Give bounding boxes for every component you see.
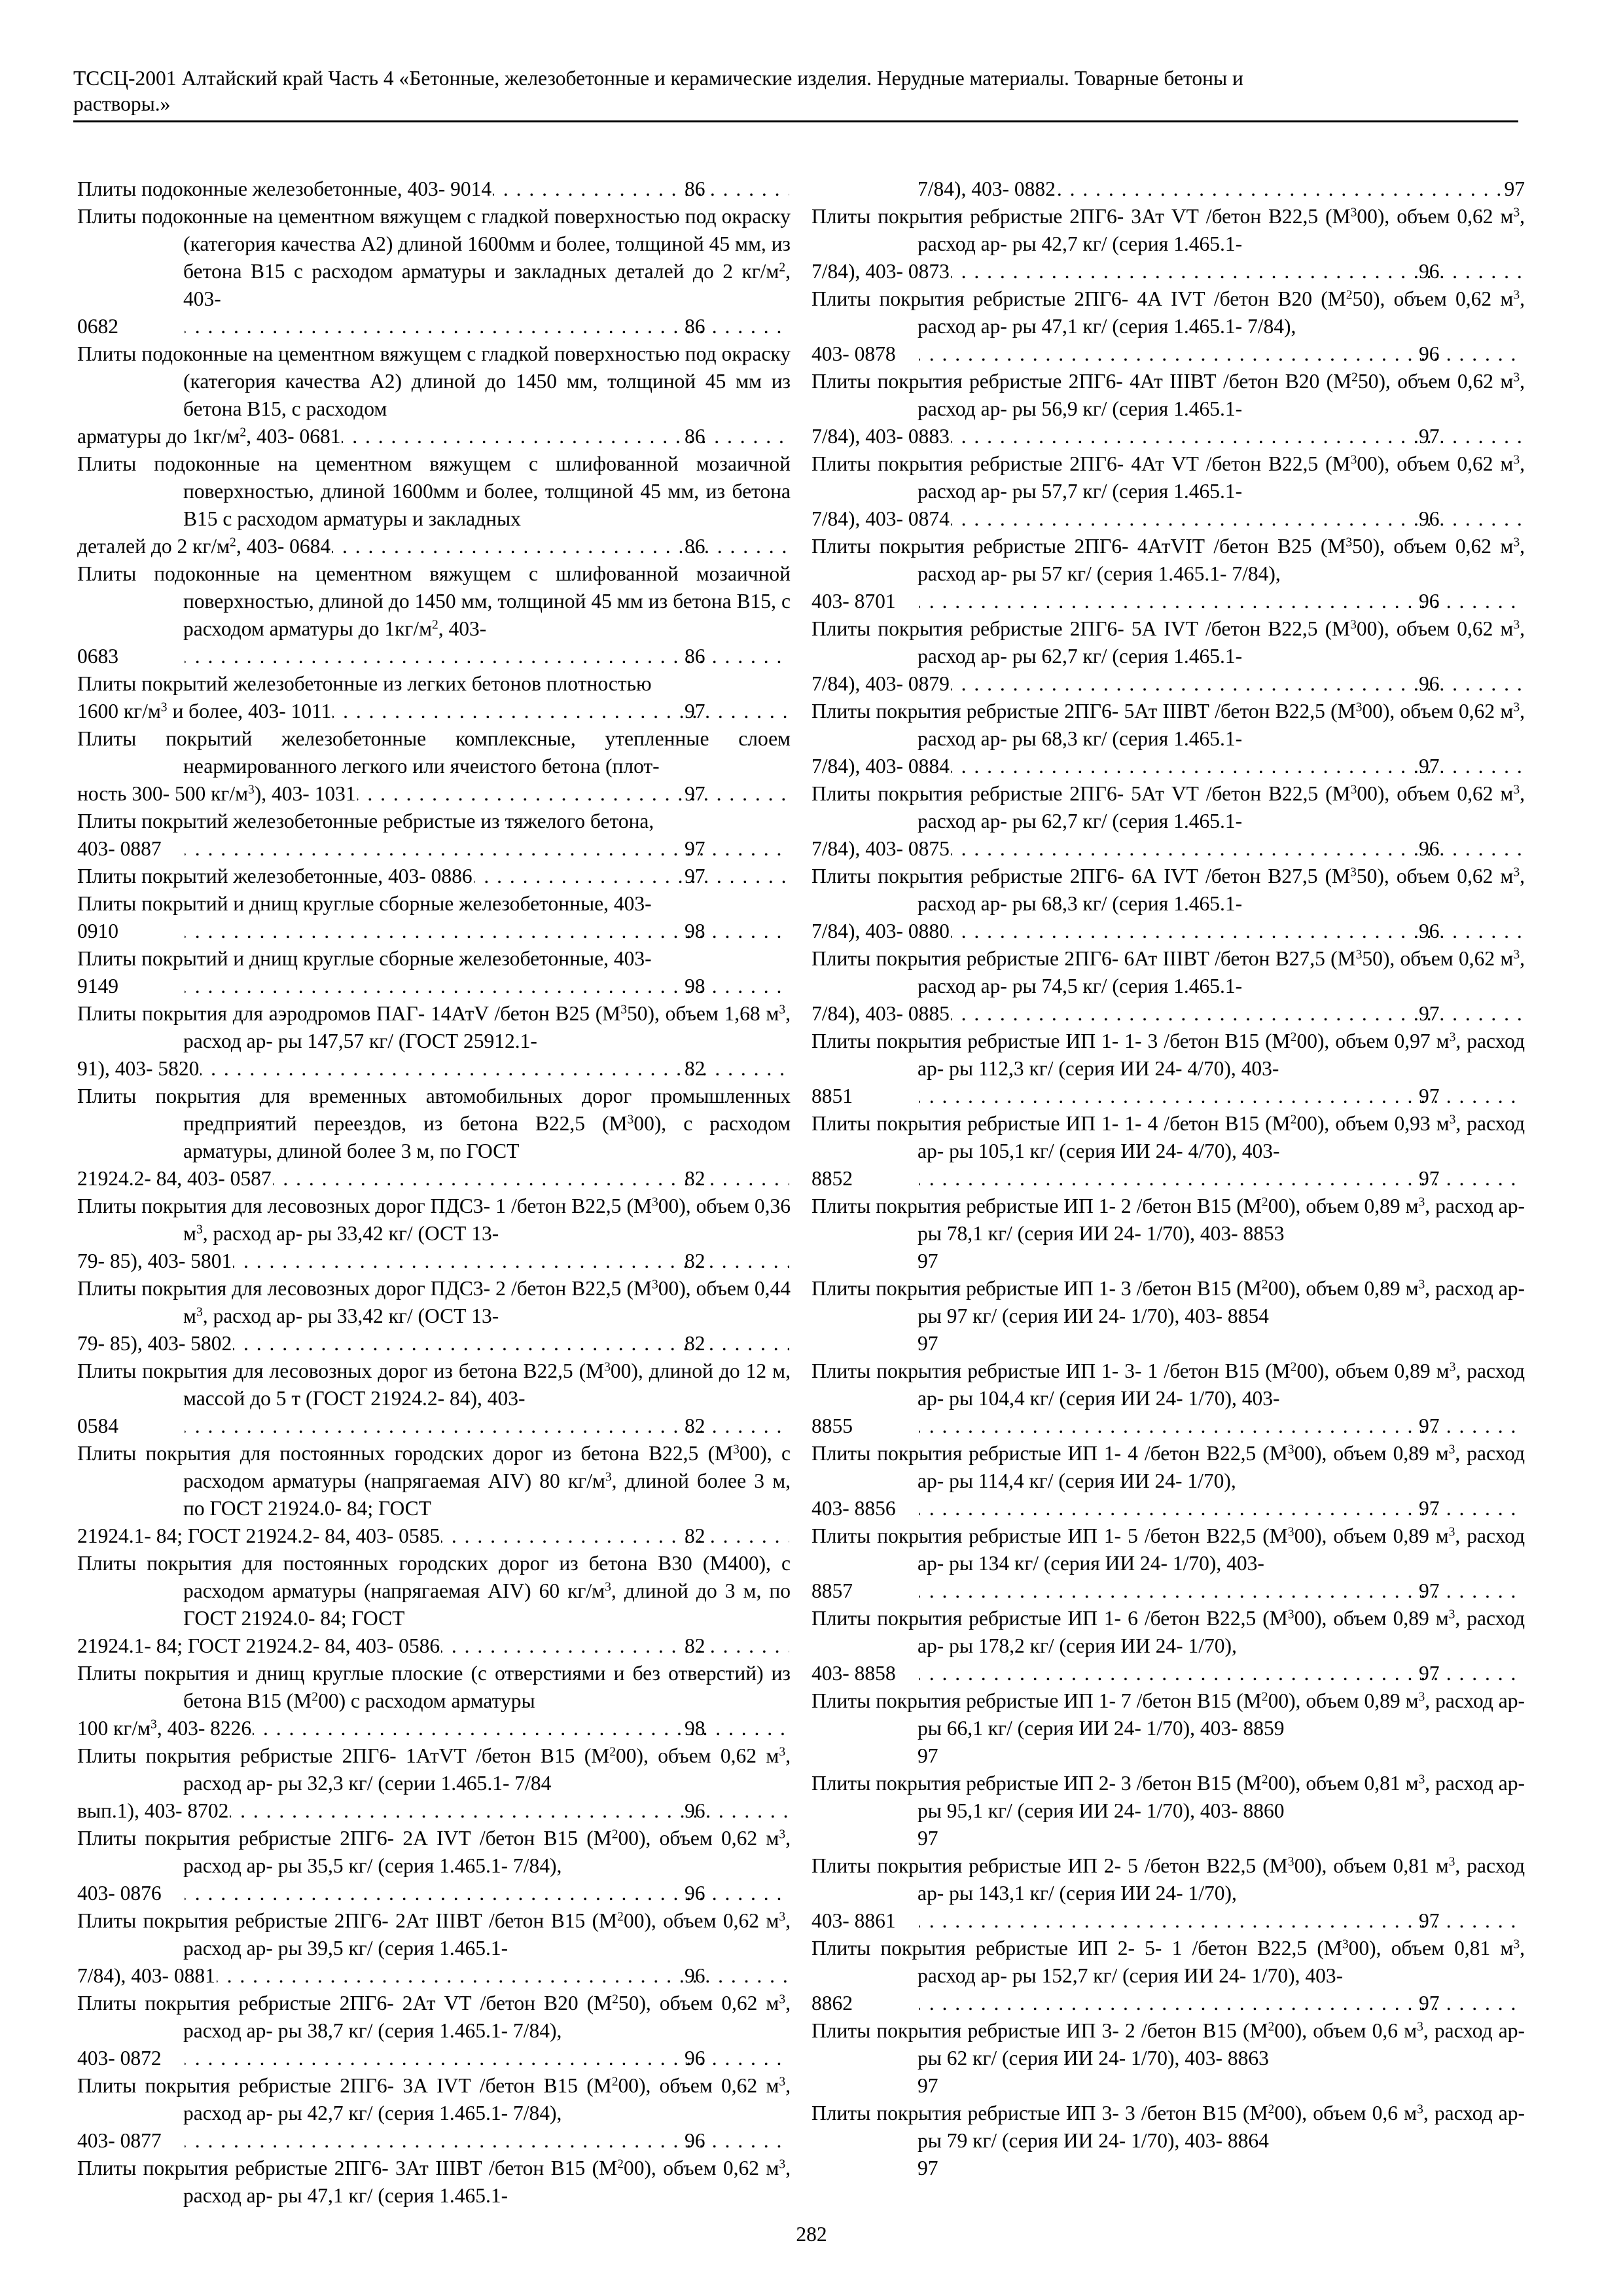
index-entry: Плиты покрытия ребристые 2ПГ6- 2А IVТ /бетон В15 $(М^200)$, объем 0,62 $м^3$, расход ар- ры 35,5 кг/ (серия 1.465.1- 7/84), 403- 0876 . . . 96 xyxy=(77,1825,791,1907)
index-entry: Плиты подоконные на цементном вяжущем с гладкой поверхностью под окраску (категория качества А2) длиной до 1450 мм, толщиной 45 мм из бетона В15, с расходом арматуры до $1кг/м^2$, 403- 0681 . . . 86 xyxy=(77,340,791,450)
index-entry: Плиты покрытия и днищ круглые плоские (с отверстиями и без отверстий) из бетона В15 $(М^200)$ с расходом арматуры 100 $кг/м^3$, 403- 8226 . . . 98 xyxy=(77,1660,791,1742)
index-entry: Плиты покрытия ребристые ИП 2- 5 /бетон В22,5 $(М^300)$, объем 0,81 $м^3$, расход ар- ры 143,1 кг/ (серия ИИ 24- 1/70), 403- 8861 . . . 97 xyxy=(812,1852,1525,1935)
page-ref: 97 xyxy=(918,1827,938,1850)
index-entry: Плиты покрытий и днищ круглые сборные железобетонные, 403- 0910 . . . 98 xyxy=(77,890,791,945)
index-entry: Плиты покрытия ребристые 2ПГ6- 4Ат VТ /бетон В22,5 $(М^300)$, объем 0,62 $м^3$, расход ар- ры 57,7 кг/ (серия 1.465.1- 7/84), 403- 0874 . . . 96 xyxy=(812,450,1525,533)
page-ref: 97 xyxy=(918,2157,938,2179)
page-ref: 97 xyxy=(918,2074,938,2097)
index-entry: Плиты покрытия ребристые 2ПГ6- 5Ат VТ /бетон В22,5 $(М^300)$, объем 0,62 $м^3$, расход ар- ры 62,7 кг/ (серия 1.465.1- 7/84), 403- 0875 . . . 96 xyxy=(812,780,1525,863)
header-line-1: ТССЦ-2001 Алтайский край Часть 4 «Бетонные, железобетонные и керамические изделия. Нерудные материалы. Товарные бетоны и xyxy=(73,67,1243,90)
index-entry: Плиты подоконные на цементном вяжущем с гладкой поверхностью под окраску (категория качества А2) длиной 1600мм и более, толщиной 45 мм, из бетона В15 с расходом арматуры и закладных деталей до 2 $кг/м^2$, 403- 0682 . . . 86 xyxy=(77,203,791,340)
index-entry: Плиты покрытия ребристые 2ПГ6- 4А IVТ /бетон В20 $(М^250)$, объем 0,62 $м^3$, расход ар- ры 47,1 кг/ (серия 1.465.1- 7/84), 403- 0878 . . . 96 xyxy=(812,285,1525,368)
index-entry: Плиты покрытия ребристые 2ПГ6- 1АтVТ /бетон В15 $(М^200)$, объем 0,62 $м^3$, расход ар- ры 32,3 кг/ (серии 1.465.1- 7/84 вып.1), 403- 8702 . . . 96 xyxy=(77,1742,791,1825)
index-entry: Плиты покрытий железобетонные из легких бетонов плотностью 1600 $кг/м^3$ и более, 403- 1011 . . . 97 xyxy=(77,670,791,725)
index-entry: Плиты покрытий железобетонные, 403- 0886 . . . 97 xyxy=(77,863,791,890)
page-ref: 97 xyxy=(918,1744,938,1767)
index-entry: Плиты покрытия ребристые ИП 3- 3 /бетон В15 $(М^200)$, объем 0,6 $м^3$, расход ар- ры 79 кг/ (серия ИИ 24- 1/70), 403- 8864 97 xyxy=(812,2102,1525,2179)
index-entry: Плиты покрытия ребристые ИП 1- 7 /бетон В15 $(М^200)$, объем 0,89 $м^3$, расход ар- ры 66,1 кг/ (серия ИИ 24- 1/70), 403- 8859 97 xyxy=(812,1689,1525,1767)
index-entry: Плиты подоконные на цементном вяжущем с шлифованной мозаичной поверхностью, длиной до 1450 мм, толщиной 45 мм из бетона В15, с расходом арматуры до $1кг/м^2$, 403- 0683 . . . 86 xyxy=(77,560,791,670)
index-entry: Плиты покрытий и днищ круглые сборные железобетонные, 403- 9149 . . . 98 xyxy=(77,945,791,1000)
index-entry: Плиты покрытия для лесовозных дорог ПДС3- 2 /бетон В22,5 $(М^300)$, объем 0,44 $м^3$, расход ар- ры 33,42 кг/ (ОСТ 13- 79- 85), 403- 5802 . . . 82 xyxy=(77,1275,791,1357)
index-column-right xyxy=(812,175,1525,2182)
header-divider xyxy=(73,120,1518,122)
index-column-left xyxy=(77,175,791,2210)
index-entry: Плиты подоконные на цементном вяжущем с шлифованной мозаичной поверхностью, длиной 1600мм и более, толщиной 45 мм, из бетона В15 с расходом арматуры и закладных деталей до 2 $кг/м^2$, 403- 0684 . . . 86 xyxy=(77,450,791,560)
page-number: 282 xyxy=(796,2223,827,2246)
index-entry: Плиты покрытия ребристые ИП 3- 2 /бетон В15 $(М^200)$, объем 0,6 $м^3$, расход ар- ры 62 кг/ (серия ИИ 24- 1/70), 403- 8863 97 xyxy=(812,2019,1525,2097)
index-entry: Плиты покрытий железобетонные комплексные, утепленные слоем неармированного легкого или ячеистого бетона (плот- ность 300- 500 $кг/м^3$), 403- 1031 . . . 97 xyxy=(77,725,791,808)
index-entry: Плиты покрытия ребристые 2ПГ6- 6Ат IIIВТ /бетон В27,5 $(М^350)$, объем 0,62 $м^3$, расход ар- ры 74,5 кг/ (серия 1.465.1- 7/84), 403- 0885 . . . 97 xyxy=(812,945,1525,1028)
index-entry: Плиты покрытия ребристые 2ПГ6- 2Ат VТ /бетон В20 $(М^250)$, объем 0,62 $м^3$, расход ар- ры 38,7 кг/ (серия 1.465.1- 7/84), 403- 0872 . . . 96 xyxy=(77,1990,791,2072)
index-entry: Плиты покрытия ребристые 2ПГ6- 5Ат IIIВТ /бетон В22,5 $(М^300)$, объем 0,62 $м^3$, расход ар- ры 68,3 кг/ (серия 1.465.1- 7/84), 403- 0884 . . . 97 xyxy=(812,698,1525,780)
page-header xyxy=(73,65,1518,117)
index-entry: Плиты покрытий железобетонные ребристые из тяжелого бетона, 403- 0887 . . . 97 xyxy=(77,808,791,863)
index-entry: Плиты покрытия ребристые 2ПГ6- 3Ат IIIВТ /бетон В15 $(М^200)$, объем 0,62 $м^3$, расход ар- ры 47,1 кг/ (серия 1.465.1- xyxy=(77,2157,791,2207)
index-entry: Плиты покрытия ребристые ИП 1- 6 /бетон В22,5 $(М^300)$, объем 0,89 $м^3$, расход ар- ры 178,2 кг/ (серия ИИ 24- 1/70), 403- 8858 . . . 97 xyxy=(812,1605,1525,1687)
index-entry: Плиты покрытия ребристые 2ПГ6- 4АтVIТ /бетон В25 $(М^350)$, объем 0,62 $м^3$, расход ар- ры 57 кг/ (серия 1.465.1- 7/84), 403- 8701 . . . 96 xyxy=(812,533,1525,615)
index-entry: Плиты покрытия для лесовозных дорог ПДС3- 1 /бетон В22,5 $(М^300)$, объем 0,36 $м^3$, расход ар- ры 33,42 кг/ (ОСТ 13- 79- 85), 403- 5801 . . . 82 xyxy=(77,1193,791,1275)
index-entry: 7/84), 403- 0882 . . . 97 xyxy=(812,175,1525,203)
index-entry: Плиты покрытия для лесовозных дорог из бетона В22,5 $(М^300)$, длиной до 12 м, массой до 5 т (ГОСТ 21924.2- 84), 403- 0584 . . . 82 xyxy=(77,1357,791,1440)
index-entry: Плиты покрытия ребристые ИП 1- 1- 4 /бетон В15 $(М^200)$, объем 0,93 $м^3$, расход ар- ры 105,1 кг/ (серия ИИ 24- 4/70), 403- 8852 . . . 97 xyxy=(812,1110,1525,1193)
index-entry: Плиты покрытия ребристые ИП 1- 5 /бетон В22,5 $(М^300)$, объем 0,89 $м^3$, расход ар- ры 134 кг/ (серия ИИ 24- 1/70), 403- 8857 . . . 97 xyxy=(812,1522,1525,1605)
page-ref: 97 xyxy=(918,1249,938,1272)
index-entry: Плиты покрытия ребристые 2ПГ6- 6А IVТ /бетон В27,5 $(М^350)$, объем 0,62 $м^3$, расход ар- ры 68,3 кг/ (серия 1.465.1- 7/84), 403- 0880 . . . 96 xyxy=(812,863,1525,945)
index-entry: Плиты покрытия ребристые 2ПГ6- 2Ат IIIВТ /бетон В15 $(М^200)$, объем 0,62 $м^3$, расход ар- ры 39,5 кг/ (серия 1.465.1- 7/84), 403- 0881 . . . 96 xyxy=(77,1907,791,1990)
index-entry: Плиты покрытия ребристые 2ПГ6- 3Ат VТ /бетон В22,5 $(М^300)$, объем 0,62 $м^3$, расход ар- ры 42,7 кг/ (серия 1.465.1- 7/84), 403- 0873 . . . 96 xyxy=(812,203,1525,285)
index-entry: Плиты покрытия ребристые ИП 2- 3 /бетон В15 $(М^200)$, объем 0,81 $м^3$, расход ар- ры 95,1 кг/ (серия ИИ 24- 1/70), 403- 8860 97 xyxy=(812,1772,1525,1850)
index-entry: Плиты покрытия для постоянных городских дорог из бетона В30 (М400), с расходом арматуры (напрягаемая AIV) 60 $кг/м^3$, длиной до 3 м, по ГОСТ 21924.0- 84; ГОСТ 21924.1- 84; ГОСТ 21924.2- 84, 403- 0586 . . . 82 xyxy=(77,1550,791,1660)
index-entry: Плиты покрытия ребристые 2ПГ6- 4Ат IIIВТ /бетон В20 $(М^250)$, объем 0,62 $м^3$, расход ар- ры 56,9 кг/ (серия 1.465.1- 7/84), 403- 0883 . . . 97 xyxy=(812,368,1525,450)
index-entry: Плиты покрытия ребристые ИП 1- 2 /бетон В15 $(М^200)$, объем 0,89 $м^3$, расход ар- ры 78,1 кг/ (серия ИИ 24- 1/70), 403- 8853 97 xyxy=(812,1194,1525,1272)
index-entry: Плиты покрытия ребристые ИП 1- 1- 3 /бетон В15 $(М^200)$, объем 0,97 $м^3$, расход ар- ры 112,3 кг/ (серия ИИ 24- 4/70), 403- 8851 . . . 97 xyxy=(812,1028,1525,1110)
index-entry: Плиты покрытия ребристые ИП 2- 5- 1 /бетон В22,5 $(М^300)$, объем 0,81 $м^3$, расход ар- ры 152,7 кг/ (серия ИИ 24- 1/70), 403- 8862 . . . 97 xyxy=(812,1935,1525,2017)
index-entry: Плиты покрытия ребристые ИП 1- 4 /бетон В22,5 $(М^300)$, объем 0,89 $м^3$, расход ар- ры 114,4 кг/ (серия ИИ 24- 1/70), 403- 8856 . . . 97 xyxy=(812,1440,1525,1522)
index-entry: Плиты покрытия ребристые 2ПГ6- 3А IVТ /бетон В15 $(М^200)$, объем 0,62 $м^3$, расход ар- ры 42,7 кг/ (серия 1.465.1- 7/84), 403- 0877 . . . 96 xyxy=(77,2072,791,2155)
page-ref: 97 xyxy=(918,1332,938,1355)
header-line-2: растворы.» xyxy=(73,92,171,115)
index-entry: Плиты покрытия ребристые 2ПГ6- 5А IVТ /бетон В22,5 $(М^300)$, объем 0,62 $м^3$, расход ар- ры 62,7 кг/ (серия 1.465.1- 7/84), 403- 0879 . . . 96 xyxy=(812,615,1525,698)
index-entry: Плиты покрытия ребристые ИП 1- 3 /бетон В15 $(М^200)$, объем 0,89 $м^3$, расход ар- ры 97 кг/ (серия ИИ 24- 1/70), 403- 8854 97 xyxy=(812,1277,1525,1355)
index-entry: Плиты подоконные железобетонные, 403- 9014 . . . 86 xyxy=(77,175,791,203)
index-entry: Плиты покрытия для временных автомобильных дорог промышленных предприятий переездов, из бетона В22,5 $(М^300)$, с расходом арматуры, длиной более 3 м, по ГОСТ 21924.2- 84, 403- 0587 . . . 82 xyxy=(77,1083,791,1193)
index-entry: Плиты покрытия ребристые ИП 1- 3- 1 /бетон В15 $(М^200)$, объем 0,89 $м^3$, расход ар- ры 104,4 кг/ (серия ИИ 24- 1/70), 403- 8855 . . . 97 xyxy=(812,1357,1525,1440)
index-entry: Плиты покрытия для постоянных городских дорог из бетона В22,5 $(М^300)$, с расходом арматуры (напрягаемая AIV) 80 $кг/м^3$, длиной более 3 м, по ГОСТ 21924.0- 84; ГОСТ 21924.1- 84; ГОСТ 21924.2- 84, 403- 0585 . . . 82 xyxy=(77,1440,791,1550)
page-ref: 97 xyxy=(1504,177,1525,200)
index-entry: Плиты покрытия для аэродромов ПАГ- 14АтV /бетон В25 $(М^350)$, объем 1,68 $м^3$, расход ар- ры 147,57 кг/ (ГОСТ 25912.1- 91), 403- 5820 . . . 82 xyxy=(77,1000,791,1083)
